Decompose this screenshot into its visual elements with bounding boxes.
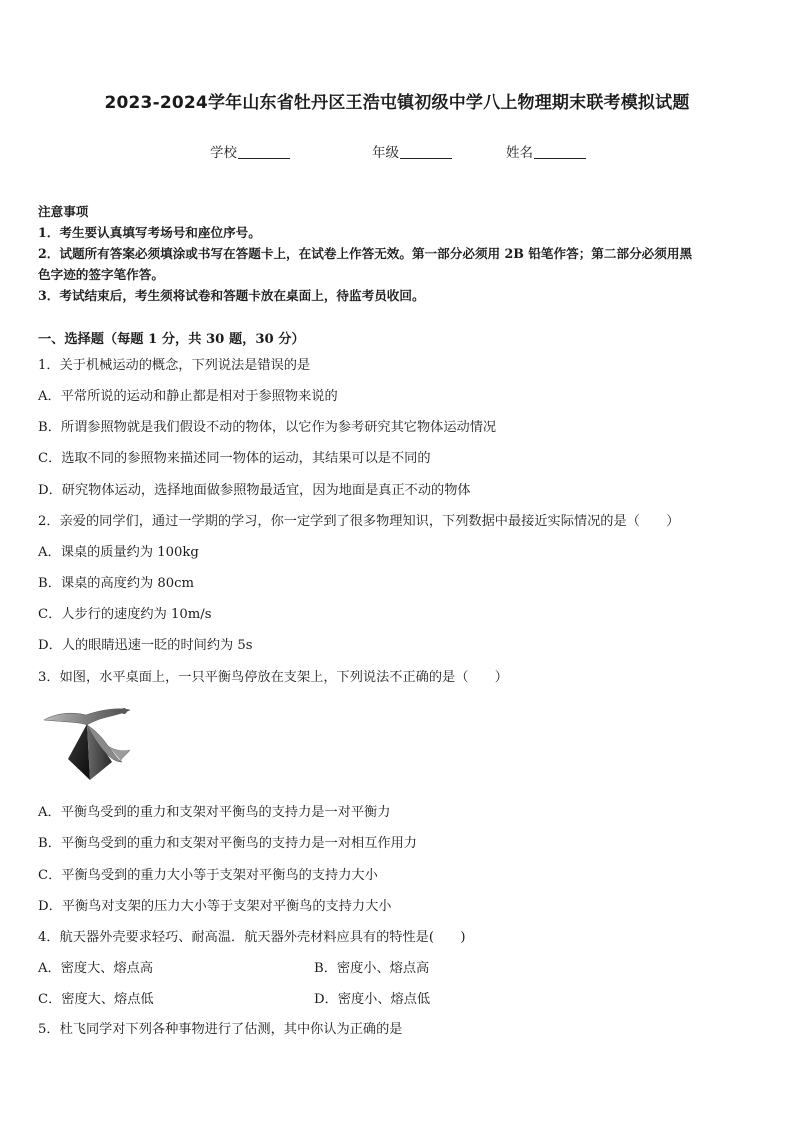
grade-label: 年级 xyxy=(372,145,399,161)
question-4-option-d: D．密度小、熔点低 xyxy=(314,992,431,1007)
question-4-option-b: B．密度小、熔点高 xyxy=(314,961,430,976)
question-4-stem: 4．航天器外壳要求轻巧、耐高温．航天器外壳材料应具有的特性是( ) xyxy=(38,930,466,945)
question-2-option-a: A．课桌的质量约为 100kg xyxy=(38,545,199,560)
question-1-option-a: A．平常所说的运动和静止都是相对于参照物来说的 xyxy=(38,389,338,404)
question-2-option-c: C．人步行的速度约为 10m/s xyxy=(38,607,212,622)
question-1-option-d: D．研究物体运动，选择地面做参照物最适宜，因为地面是真正不动的物体 xyxy=(38,483,471,498)
notes-item: 色字迹的签字笔作答。 xyxy=(38,267,164,282)
question-5-stem: 5．杜飞同学对下列各种事物进行了估测，其中你认为正确的是 xyxy=(38,1022,403,1037)
school-label: 学校 xyxy=(210,145,237,161)
notes-item: 1．考生要认真填写考场号和座位序号。 xyxy=(38,225,261,240)
question-2-option-d: D．人的眼睛迅速一眨的时间约为 5s xyxy=(38,638,253,653)
exam-title: 2023-2024学年山东省牡丹区王浩屯镇初级中学八上物理期末联考模拟试题 xyxy=(104,93,690,113)
question-1-stem: 1．关于机械运动的概念，下列说法是错误的是 xyxy=(38,358,311,373)
question-2-option-b: B．课桌的高度约为 80cm xyxy=(38,576,195,591)
name-blank[interactable] xyxy=(534,144,586,159)
balance-bird-figure xyxy=(40,704,144,784)
grade-field xyxy=(372,141,452,161)
school-field xyxy=(210,141,290,161)
name-field xyxy=(506,141,586,161)
notes-item: 3．考试结束后，考生须将试卷和答题卡放在桌面上，待监考员收回。 xyxy=(38,288,425,303)
school-blank[interactable] xyxy=(238,144,290,159)
question-3-option-d: D．平衡鸟对支架的压力大小等于支架对平衡鸟的支持力大小 xyxy=(38,899,392,914)
grade-blank[interactable] xyxy=(400,144,452,159)
section-heading: 一、选择题（每题 1 分，共 30 题，30 分） xyxy=(38,332,305,347)
name-label: 姓名 xyxy=(506,145,533,161)
question-3-option-c: C．平衡鸟受到的重力大小等于支架对平衡鸟的支持力大小 xyxy=(38,868,378,883)
question-3-option-a: A．平衡鸟受到的重力和支架对平衡鸟的支持力是一对平衡力 xyxy=(38,805,391,820)
question-1-option-c: C．选取不同的参照物来描述同一物体的运动，其结果可以是不同的 xyxy=(38,451,431,466)
notes-block xyxy=(38,201,760,306)
notes-item: 2．试题所有答案必须填涂或书写在答题卡上，在试卷上作答无效。第一部分必须用 2B 铅笔作答；第二部分必须用黑 xyxy=(38,246,693,261)
question-3-option-b: B．平衡鸟受到的重力和支架对平衡鸟的支持力是一对相互作用力 xyxy=(38,836,417,851)
question-4-option-c: C．密度大、熔点低 xyxy=(38,992,154,1007)
question-3-stem: 3．如图，水平桌面上，一只平衡鸟停放在支架上，下列说法不正确的是（ ） xyxy=(38,670,508,685)
question-4-option-a: A．密度大、熔点高 xyxy=(38,961,154,976)
question-2-stem: 2．亲爱的同学们，通过一学期的学习，你一定学到了很多物理知识，下列数据中最接近实际情况的是（ ） xyxy=(38,514,680,529)
question-1-option-b: B．所谓参照物就是我们假设不动的物体，以它作为参考研究其它物体运动情况 xyxy=(38,420,497,435)
notes-heading: 注意事项 xyxy=(38,204,89,219)
